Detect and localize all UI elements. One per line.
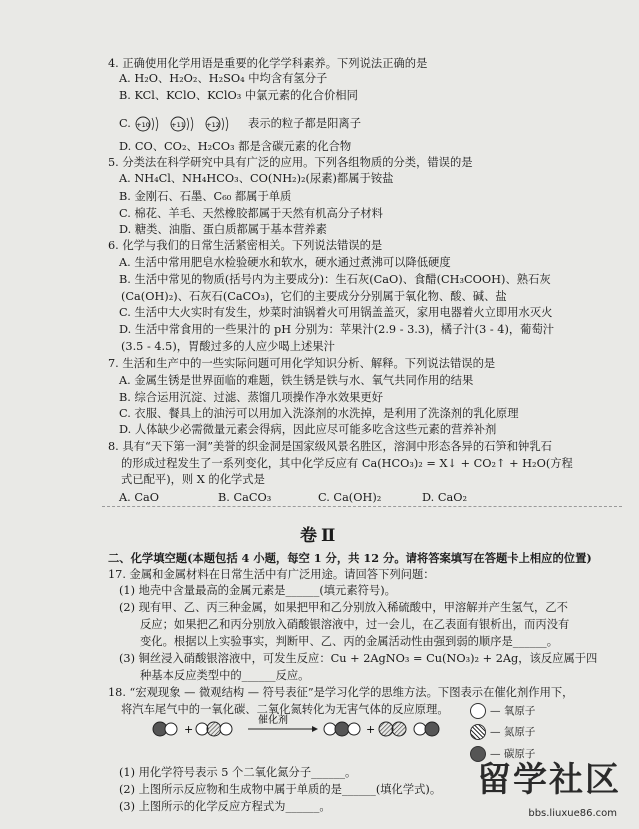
plus-sign-2: +: [366, 723, 376, 736]
q8-option-a: A. CaO: [119, 491, 159, 504]
q8-stem-line1: 8. 具有“天下第一洞”美誉的织金洞是国家级风景名胜区，溶洞中形态各异的石笋和钟乳石: [108, 440, 552, 453]
atom-1-charge: +10: [136, 121, 151, 129]
q6-option-b-line1: B. 生活中常见的物质(括号内为主要成分)：生石灰(CaO)、食醋(CH₃COOH)、熟石灰: [119, 273, 551, 286]
q18-stem-line1: 18. “宏观现象 — 微观结构 — 符号表征”是学习化学的思维方法。下图表示在催化剂作用下，: [108, 686, 574, 699]
q17-part3-line1: (3) 铜丝浸入硝酸银溶液中，可发生反应：Cu + 2AgNO₃ = Cu(NO₃)₂ + 2Ag，该反应属于四: [119, 652, 598, 665]
atom-diagram-2: [171, 117, 193, 131]
q17-part1: (1) 地壳中含量最高的金属元素是______(填元素符号)。: [119, 584, 396, 597]
q18-part2: (2) 上图所示反应物和生成物中属于单质的是______(填化学式)。: [119, 783, 442, 796]
q4-option-c-text: 表示的粒子都是阳离子: [248, 117, 362, 130]
atom-2-charge: +11: [171, 121, 186, 129]
nitrogen-atom-icon: [470, 724, 486, 740]
q7-option-c: C. 衣服、餐具上的油污可以用加入洗涤剂的水洗掉，是利用了洗涤剂的乳化原理: [119, 407, 519, 420]
product-co2-molecule-2: [414, 722, 439, 736]
reactant-co-molecule: [153, 722, 177, 736]
q4-stem: 4. 正确使用化学用语是重要的化学学科素养。下列说法正确的是: [108, 57, 428, 70]
q17-part2-line3: 变化。根据以上实验事实，判断甲、乙、丙的金属活动性由强到弱的顺序是______。: [140, 635, 558, 648]
reaction-diagram: [140, 712, 470, 746]
q18-stem-line2: 将汽车尾气中的一氧化碳、二氧化氮转化为无害气体的反应原理。: [121, 703, 449, 716]
legend-oxygen: — 氧原子: [470, 703, 535, 719]
q17-part3-line2: 种基本反应类型中的______反应。: [140, 669, 310, 682]
legend-nitrogen: — 氮原子: [470, 724, 535, 740]
section-heading: 二、化学填空题(本题包括 4 小题，每空 1 分，共 12 分。请将答案填写在答题卡上相应的位置): [108, 551, 592, 565]
q6-option-d-line2: (3.5 - 4.5)，胃酸过多的人应少喝上述果汁: [121, 340, 335, 353]
q6-option-a: A. 生活中常用肥皂水检验硬水和软水，硬水通过煮沸可以降低硬度: [119, 256, 451, 269]
q4-option-b: B. KCl、KClO、KClO₃ 中氯元素的化合价相同: [119, 89, 358, 102]
q8-stem-line2: 的形成过程发生了一系列变化，其中化学反应有 Ca(HCO₃)₂ = X↓ + CO₂↑ + H₂O(方程: [121, 457, 573, 470]
legend-carbon: — 碳原子: [470, 746, 535, 762]
q5-option-b: B. 金刚石、石墨、C₆₀ 都属于单质: [119, 190, 292, 203]
reactant-no2-molecule: [196, 722, 232, 736]
q17-part2-line2: 反应；如果把乙和丙分别放入硝酸银溶液中，过一会儿，在乙表面有银析出，而丙没有: [140, 618, 570, 631]
q5-option-c: C. 棉花、羊毛、天然橡胶都属于天然有机高分子材料: [119, 207, 383, 220]
plus-sign-1: +: [184, 723, 194, 736]
product-co2-molecule: [324, 722, 360, 736]
section-divider: [102, 506, 622, 507]
oxygen-atom-icon: [470, 703, 486, 719]
catalyst-label: 催化剂: [258, 715, 288, 726]
q6-option-c: C. 生活中大火实时有发生，炒菜时油锅着火可用锅盖盖灭，家用电器着火立即用水灭火: [119, 306, 553, 319]
q8-option-d: D. CaO₂: [422, 491, 468, 504]
atom-diagram-3: [206, 117, 228, 131]
q7-option-d: D. 人体缺少必需微量元素会得病，因此应尽可能多吃含这些元素的营养补剂: [119, 423, 497, 436]
atom-diagram-1: [136, 117, 158, 131]
q7-option-b: B. 综合运用沉淀、过滤、蒸馏几项操作净水效果更好: [119, 391, 384, 404]
q4-option-a: A. H₂O、H₂O₂、H₂SO₄ 中均含有氢分子: [119, 72, 328, 85]
watermark-logo: 留学社区: [477, 760, 621, 800]
q5-stem: 5. 分类法在科学研究中具有广泛的应用。下列各组物质的分类，错误的是: [108, 156, 473, 169]
q6-stem: 6. 化学与我们的日常生活紧密相关。下列说法错误的是: [108, 239, 383, 252]
q17-part2-line1: (2) 现有甲、乙、丙三种金属，如果把甲和乙分别放入稀硫酸中，甲溶解并产生氢气，乙不: [119, 601, 568, 614]
q18-part1: (1) 用化学符号表示 5 个二氧化氮分子______。: [119, 766, 357, 779]
q4-option-c: [119, 114, 361, 134]
q7-option-a: A. 金属生锈是世界面临的难题，铁生锈是铁与水、氧气共同作用的结果: [119, 374, 474, 387]
q5-option-d: D. 糖类、油脂、蛋白质都属于基本营养素: [119, 223, 327, 236]
q6-option-b-line2: (Ca(OH)₂)、石灰石(CaCO₃)，它们的主要成分分别属于氧化物、酸、碱、盐: [121, 290, 507, 303]
q4-option-d: D. CO、CO₂、H₂CO₃ 都是含碳元素的化合物: [119, 140, 352, 153]
q18-part3: (3) 上图所示的化学反应方程式为______。: [119, 800, 331, 813]
q8-option-c: C. Ca(OH)₂: [318, 491, 382, 504]
q4-option-c-prefix: C.: [119, 117, 131, 130]
q5-option-a: A. NH₄Cl、NH₄HCO₃、CO(NH₂)₂(尿素)都属于铵盐: [119, 172, 394, 185]
q6-option-d-line1: D. 生活中常食用的一些果汁的 pH 分别为：苹果汁(2.9 - 3.3)，橘子汁(3 - 4)，葡萄汁: [119, 323, 555, 336]
q8-option-b: B. CaCO₃: [218, 491, 272, 504]
atom-3-charge: +12: [206, 121, 221, 129]
q7-stem: 7. 生活和生产中的一些实际问题可用化学知识分析、解释。下列说法错误的是: [108, 357, 496, 370]
watermark-url: bbs.liuxue86.com: [528, 808, 617, 819]
atom-structure-diagrams: [134, 114, 244, 134]
q8-stem-line3: 式已配平)，则 X 的化学式是: [121, 473, 265, 486]
product-n2-molecule: [379, 722, 406, 736]
section-title: 卷Ⅱ: [300, 526, 340, 546]
q17-stem: 17. 金属和金属材料在日常生活中有广泛用途。请回答下列问题：: [108, 568, 435, 581]
